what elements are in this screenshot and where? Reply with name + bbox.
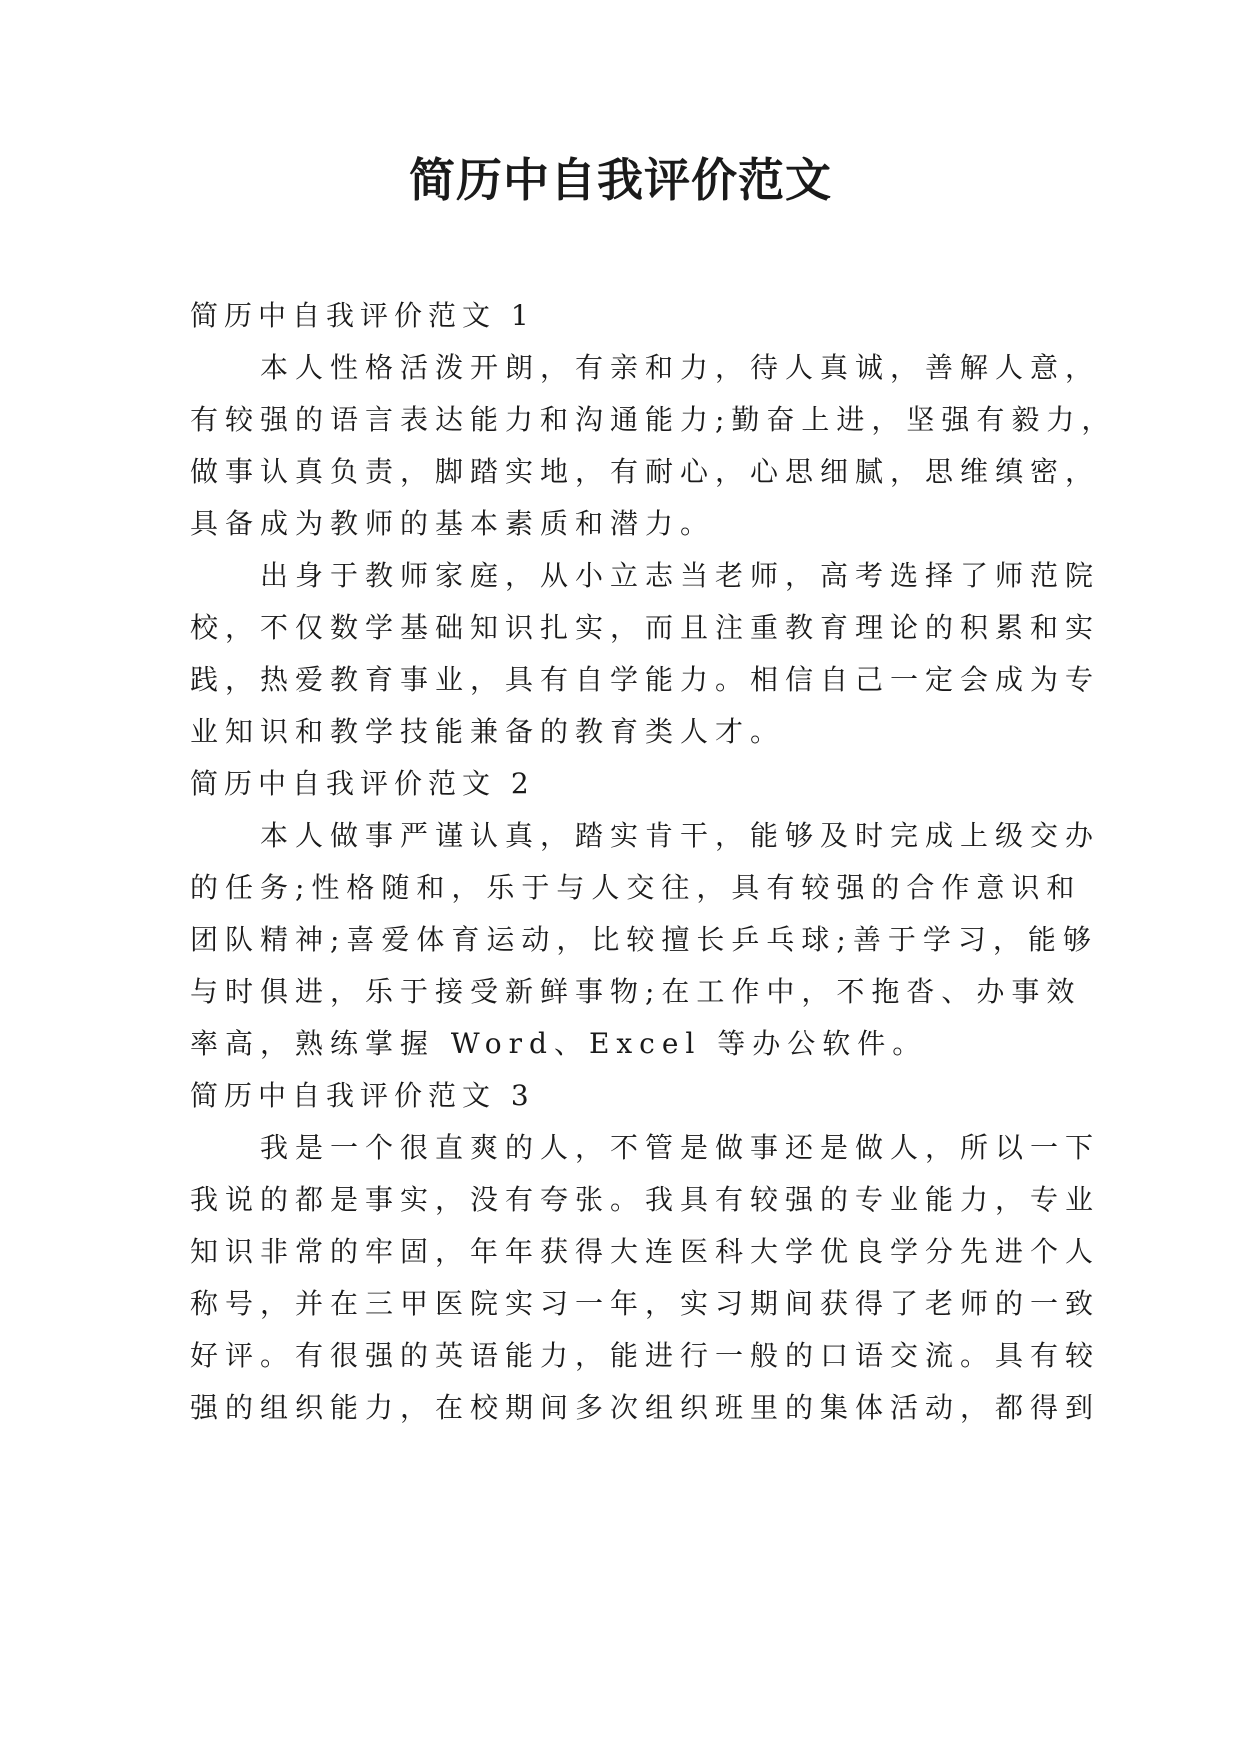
paragraph-line: 称号，并在三甲医院实习一年，实习期间获得了老师的一致 bbox=[190, 1287, 1101, 1320]
paragraph-line: 校，不仅数学基础知识扎实，而且注重教育理论的积累和实 bbox=[190, 611, 1101, 644]
paragraph bbox=[190, 550, 1101, 758]
paragraph-line: 做事认真负责，脚踏实地，有耐心，心思细腻，思维缜密， bbox=[190, 455, 1101, 488]
paragraph-line: 具备成为教师的基本素质和潜力。 bbox=[190, 507, 716, 540]
paragraph-line: 强的组织能力，在校期间多次组织班里的集体活动，都得到 bbox=[190, 1391, 1101, 1424]
paragraph-line: 的任务;性格随和，乐于与人交往，具有较强的合作意识和 bbox=[190, 871, 1082, 904]
paragraph-line: 践，热爱教育事业，具有自学能力。相信自己一定会成为专 bbox=[190, 663, 1101, 696]
paragraph-line: 我说的都是事实，没有夸张。我具有较强的专业能力，专业 bbox=[190, 1183, 1101, 1216]
section-heading: 简历中自我评价范文 3 bbox=[190, 1079, 535, 1112]
paragraph-line: 团队精神;喜爱体育运动，比较擅长乒乓球;善于学习，能够 bbox=[190, 923, 1098, 956]
paragraph-line: 业知识和教学技能兼备的教育类人才。 bbox=[190, 715, 786, 748]
paragraph-line: 知识非常的牢固，年年获得大连医科大学优良学分先进个人 bbox=[190, 1235, 1101, 1268]
document-body bbox=[190, 290, 1117, 1434]
section-heading: 简历中自我评价范文 1 bbox=[190, 299, 535, 332]
document-title: 简历中自我评价范文 bbox=[409, 153, 832, 207]
paragraph-line: 我是一个很直爽的人，不管是做事还是做人，所以一下 bbox=[260, 1131, 1101, 1164]
paragraph bbox=[190, 1122, 1101, 1434]
section-heading: 简历中自我评价范文 2 bbox=[190, 767, 535, 800]
paragraph bbox=[190, 810, 1101, 1070]
paragraph-line: 出身于教师家庭，从小立志当老师，高考选择了师范院 bbox=[260, 559, 1101, 592]
paragraph-line: 有较强的语言表达能力和沟通能力;勤奋上进，坚强有毅力， bbox=[190, 403, 1117, 436]
paragraph-line: 与时俱进，乐于接受新鲜事物;在工作中，不拖沓、办事效 bbox=[190, 975, 1082, 1008]
paragraph-line: 率高，熟练掌握 Word、Excel 等办公软件。 bbox=[190, 1027, 928, 1060]
paragraph bbox=[190, 342, 1117, 550]
paragraph-line: 本人性格活泼开朗，有亲和力，待人真诚，善解人意， bbox=[260, 351, 1101, 384]
paragraph-line: 好评。有很强的英语能力，能进行一般的口语交流。具有较 bbox=[190, 1339, 1101, 1372]
paragraph-line: 本人做事严谨认真，踏实肯干，能够及时完成上级交办 bbox=[260, 819, 1101, 852]
